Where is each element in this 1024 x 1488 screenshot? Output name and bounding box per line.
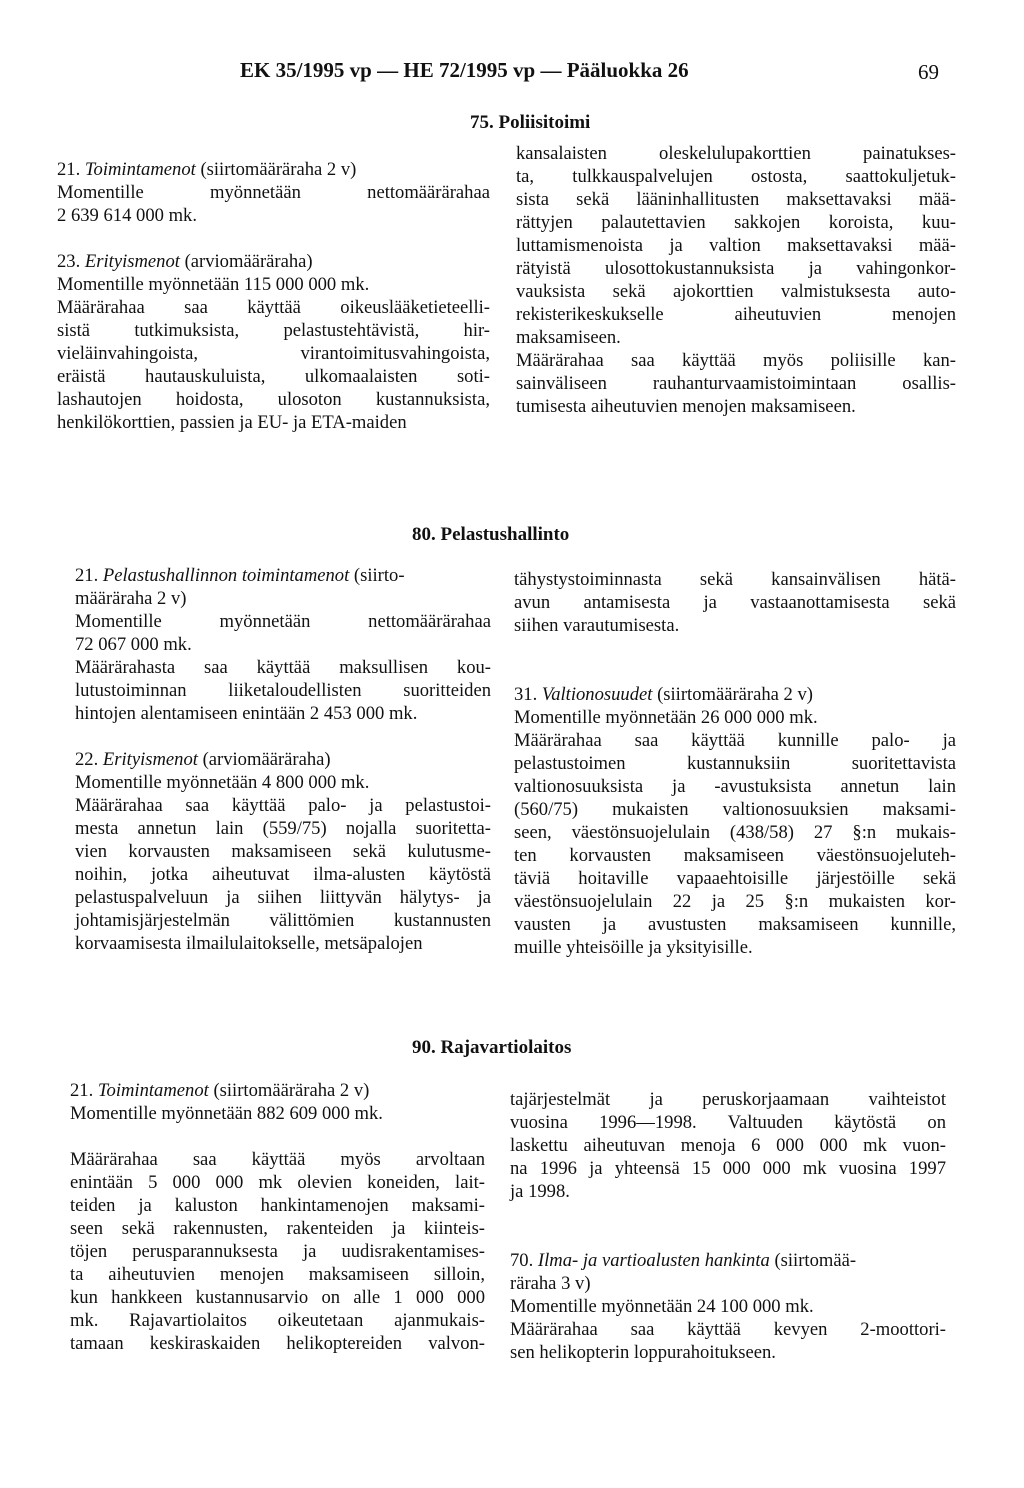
item-heading <box>514 683 956 706</box>
text-line: eräistä hautauskuluista, ulkomaalaisten soti- <box>57 366 490 387</box>
text-line: lashautojen hoidosta, ulosoton kustannuksista, <box>57 389 490 410</box>
item-title: Toimintamenot <box>97 1080 209 1101</box>
text-line: Määrärahaa saa käyttää myös arvoltaan <box>70 1149 485 1170</box>
item-number: 22. <box>75 749 99 770</box>
text-line: henkilökorttien, passien ja EU- ja ETA-maiden <box>57 412 407 433</box>
text-line: Momentille myönnetään nettomäärärahaa <box>75 611 491 632</box>
text-line: laskettu aiheutuvan menoja 6 000 000 mk vuon- <box>510 1135 946 1156</box>
item-title: Pelastushallinnon toimintamenot <box>102 565 350 586</box>
item-number: 21. <box>57 159 81 180</box>
left-column <box>57 158 490 434</box>
text-line: siihen varautumisesta. <box>514 615 680 636</box>
text-line: na 1996 ja yhteensä 15 000 000 mk vuosina 1997 <box>510 1158 946 1179</box>
running-header: EK 35/1995 vp — HE 72/1995 vp — Pääluokka 26 <box>240 58 689 82</box>
page-header <box>0 58 1024 88</box>
text-line: Määrärahaa saa käyttää myös poliisille kan- <box>516 350 956 371</box>
right-column <box>516 142 956 418</box>
left-column <box>70 1079 485 1355</box>
text-line: ta, tulkkauspalvelujen ostosta, saattokuljetuk- <box>516 166 956 187</box>
text-line: sistä tutkimuksista, pelastustehtävistä, hir- <box>57 320 490 341</box>
text-line: rätyistä ulosottokustannuksista ja vahingonkor- <box>516 258 956 279</box>
item-heading <box>75 564 491 587</box>
text-line: tähystystoiminnasta sekä kansainvälisen hätä- <box>514 569 956 590</box>
text-line: ta aiheutuvien menojen maksamiseen silloin, <box>70 1264 485 1285</box>
text-line: täviä hoitaville vapaaehtoisille järjestöille sekä <box>514 868 956 889</box>
text-line: väestönsuojelulain 22 ja 25 §:n mukaisten kor- <box>514 891 956 912</box>
item-qualifier: (siirtomääräraha 2 v) <box>208 1080 370 1101</box>
item-title: Erityismenot <box>102 749 198 770</box>
right-column <box>510 1088 946 1364</box>
item-number: 23. <box>57 251 81 272</box>
text-line: 72 067 000 mk. <box>75 634 192 655</box>
text-line: Määrärahaa saa käyttää oikeuslääketieteelli- <box>57 297 490 318</box>
section-heading: 90. Rajavartiolaitos <box>412 1037 572 1058</box>
text-line: lutustoiminnan liiketaloudellisten suoritteiden <box>75 680 491 701</box>
text-line: sainväliseen rauhanturvaamistoimintaan osallis- <box>516 373 956 394</box>
item-title: Toimintamenot <box>84 159 196 180</box>
text-line: vien korvausten maksamiseen sekä kulutusme- <box>75 841 491 862</box>
item-qualifier: (siirto- <box>349 565 405 586</box>
text-line: Määrärahaa saa käyttää kunnille palo- ja <box>514 730 956 751</box>
text-line: teiden ja kaluston hankintamenojen maksami- <box>70 1195 485 1216</box>
text-line: Momentille myönnetään 115 000 000 mk. <box>57 274 370 295</box>
text-line: Määrärahaa saa käyttää palo- ja pelastustoi- <box>75 795 491 816</box>
text-line: ten korvausten maksamiseen väestönsuojeluteh- <box>514 845 956 866</box>
text-line: vauksista sekä ajokorttien valmistuksesta auto- <box>516 281 956 302</box>
text-line: kansalaisten oleskelulupakorttien painatukses- <box>516 143 956 164</box>
text-line: rättyjen palautettavien sakkojen koroista, kuu- <box>516 212 956 233</box>
text-line: töjen perusparannuksesta ja uudisrakentamises- <box>70 1241 485 1262</box>
text-line: johtamisjärjestelmän välittömien kustannusten <box>75 910 491 931</box>
text-line: vausten ja avustusten maksamiseen kunnille, <box>514 914 956 935</box>
text-line: luttamismenoista ja valtion maksettavaksi mää- <box>516 235 956 256</box>
text-line: Momentille myönnetään nettomäärärahaa <box>57 182 490 203</box>
text-line: Momentille myönnetään 4 800 000 mk. <box>75 772 370 793</box>
paragraph-gap <box>514 660 956 683</box>
section-heading: 80. Pelastushallinto <box>412 524 570 545</box>
text-line: Määrärahasta saa käyttää maksullisen kou- <box>75 657 491 678</box>
text-line: avun antamisesta ja vastaanottamisesta sekä <box>514 592 956 613</box>
text-line: mk. Rajavartiolaitos oikeutetaan ajanmukais- <box>70 1310 485 1331</box>
text-line: tajärjestelmät ja peruskorjaamaan vaihteistot <box>510 1089 946 1110</box>
item-title: Erityismenot <box>84 251 180 272</box>
item-number: 21. <box>70 1080 94 1101</box>
text-line: Momentille myönnetään 24 100 000 mk. <box>510 1296 814 1317</box>
text-line: mesta annetun lain (559/75) nojalla suoritetta- <box>75 818 491 839</box>
item-qualifier: (arviomääräraha) <box>179 251 313 272</box>
paragraph-gap <box>510 1203 946 1226</box>
text-line: rekisterikeskukselle aiheutuvien menojen <box>516 304 956 325</box>
text-line: määräraha 2 v) <box>75 588 187 609</box>
item-title: Valtionosuudet <box>541 684 653 705</box>
text-line: (560/75) mukaisten valtionosuuksien maksami- <box>514 799 956 820</box>
text-line: hintojen alentamiseen enintään 2 453 000 mk. <box>75 703 418 724</box>
text-line: kun hankkeen kustannusarvio on alle 1 000 000 <box>70 1287 485 1308</box>
item-heading <box>70 1079 485 1102</box>
item-title: Ilma- ja vartioalusten hankinta <box>537 1250 770 1271</box>
text-line: ja 1998. <box>510 1181 570 1202</box>
text-line: räraha 3 v) <box>510 1273 591 1294</box>
text-line: enintään 5 000 000 mk olevien koneiden, lait- <box>70 1172 485 1193</box>
item-qualifier: (siirtomääräraha 2 v) <box>195 159 357 180</box>
text-line: pelastustoimen kustannuksiin suoritettavista <box>514 753 956 774</box>
text-line: tamaan keskiraskaiden helikoptereiden valvon- <box>70 1333 485 1354</box>
text-line: Määrärahaa saa käyttää kevyen 2-moottori- <box>510 1319 946 1340</box>
item-heading <box>57 250 490 273</box>
text-line: noihin, jotka aiheutuvat ilma-alusten käytöstä <box>75 864 491 885</box>
right-column <box>514 568 956 959</box>
text-line: vieläinvahingoista, virantoimitusvahingoista, <box>57 343 490 364</box>
text-line: sista sekä lääninhallitusten maksettavaksi mää- <box>516 189 956 210</box>
paragraph-gap <box>75 725 491 748</box>
text-line: pelastuspalveluun ja siihen liittyvän hälytys- ja <box>75 887 491 908</box>
text-line: seen, väestönsuojelulain (438/58) 27 §:n mukais- <box>514 822 956 843</box>
item-qualifier: (arviomääräraha) <box>197 749 331 770</box>
text-line: Momentille myönnetään 26 000 000 mk. <box>514 707 818 728</box>
item-number: 31. <box>514 684 538 705</box>
left-column <box>75 564 491 955</box>
text-line: Momentille myönnetään 882 609 000 mk. <box>70 1103 383 1124</box>
section-heading: 75. Poliisitoimi <box>470 112 591 133</box>
text-line: sen helikopterin loppurahoitukseen. <box>510 1342 776 1363</box>
item-heading <box>57 158 490 181</box>
item-qualifier: (siirtomääräraha 2 v) <box>652 684 813 705</box>
text-line: 2 639 614 000 mk. <box>57 205 197 226</box>
item-heading <box>510 1249 946 1272</box>
text-line: korvaamisesta ilmailulaitokselle, metsäpalojen <box>75 933 423 954</box>
item-qualifier: (siirtomää- <box>769 1250 857 1271</box>
text-line: tumisesta aiheutuvien menojen maksamiseen. <box>516 396 856 417</box>
paragraph-gap <box>70 1125 485 1148</box>
page-number: 69 <box>918 60 939 84</box>
text-line: seen sekä rakennusten, rakenteiden ja kiinteis- <box>70 1218 485 1239</box>
item-number: 21. <box>75 565 99 586</box>
item-heading <box>75 748 491 771</box>
item-number: 70. <box>510 1250 534 1271</box>
paragraph-gap <box>57 227 490 250</box>
text-line: vuosina 1996—1998. Valtuuden käytöstä on <box>510 1112 946 1133</box>
paragraph-gap <box>510 1226 946 1249</box>
text-line: maksamiseen. <box>516 327 621 348</box>
paragraph-gap <box>514 637 956 660</box>
text-line: valtionosuuksista ja -avustuksista annetun lain <box>514 776 956 797</box>
text-line: muille yhteisöille ja yksityisille. <box>514 937 753 958</box>
